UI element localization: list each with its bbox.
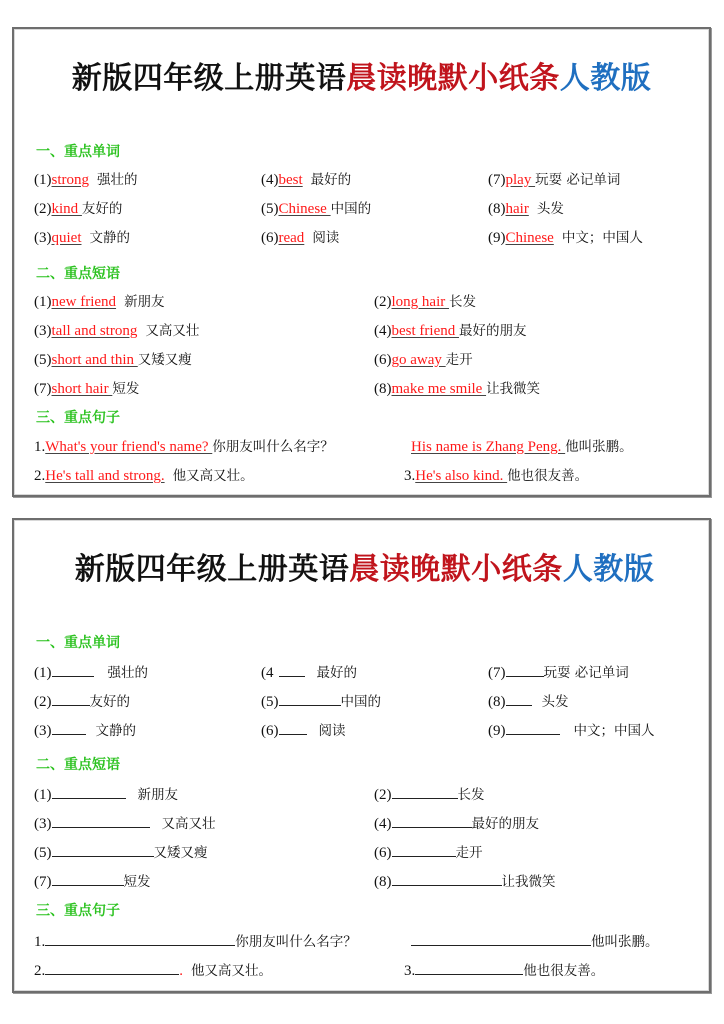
cn-text: 友好的 xyxy=(89,694,130,710)
answer-blank[interactable] xyxy=(52,813,150,828)
item-num: (5) xyxy=(34,352,52,368)
phrase-item xyxy=(374,293,476,311)
answer-blank[interactable] xyxy=(411,931,591,946)
cn-text: 强壮的 xyxy=(107,665,148,681)
answer-blank[interactable] xyxy=(52,691,90,706)
cn-text: 他又高又壮。 xyxy=(172,468,254,484)
phrase-item xyxy=(374,380,540,398)
section-words-heading: 一、重点单词 xyxy=(36,635,120,651)
cn-text: 最好的 xyxy=(310,172,352,188)
answer-blank[interactable] xyxy=(392,871,502,886)
cn-text: 走开 xyxy=(455,845,483,861)
answer-text: short and thin xyxy=(51,352,138,368)
cn-text: 新朋友 xyxy=(124,294,165,310)
item-num: (5) xyxy=(261,201,279,217)
item-num: (4) xyxy=(261,172,279,188)
item-num: (7) xyxy=(34,874,52,890)
answer-blank[interactable] xyxy=(279,720,307,735)
answer-text: new friend xyxy=(51,294,117,310)
item-num: (1) xyxy=(34,787,52,803)
answer-card xyxy=(12,27,711,497)
item-num: (2) xyxy=(34,694,52,710)
word-blank-item xyxy=(261,691,381,711)
answer-text: long hair xyxy=(391,294,449,310)
answer-blank[interactable] xyxy=(506,691,532,706)
cn-text: 中文；中国人 xyxy=(561,230,643,246)
item-num: 3. xyxy=(404,468,416,484)
red-dot: . xyxy=(179,963,183,979)
cn-text: 又高又壮 xyxy=(161,816,216,832)
item-num: (5) xyxy=(34,845,52,861)
word-blank-item xyxy=(34,691,130,711)
cn-text: 玩耍 必记单词 xyxy=(535,172,621,188)
cn-text: 他叫张鹏。 xyxy=(591,934,659,950)
title-black: 新版四年级上册英语 xyxy=(71,61,347,96)
sentence-blank-item xyxy=(411,931,659,951)
cn-text: 短发 xyxy=(112,381,140,397)
phrase-blank-item xyxy=(374,871,556,891)
phrase-blank-item xyxy=(34,813,216,833)
cn-text: 阅读 xyxy=(312,230,340,246)
cn-text: 短发 xyxy=(123,874,151,890)
item-num: (2) xyxy=(374,787,392,803)
cn-text: 又矮又瘦 xyxy=(137,352,192,368)
answer-blank[interactable] xyxy=(52,871,124,886)
cn-text: 又高又壮 xyxy=(145,323,200,339)
item-num: (4) xyxy=(374,816,392,832)
section-phrases-heading: 二、重点短语 xyxy=(36,757,120,773)
item-num: 1. xyxy=(34,934,46,950)
phrase-blank-item xyxy=(374,813,539,833)
item-num: (8) xyxy=(374,874,392,890)
answer-blank[interactable] xyxy=(506,662,544,677)
phrase-item xyxy=(374,351,473,369)
sentence-item xyxy=(34,438,334,456)
cn-text: 他也很友善。 xyxy=(523,963,605,979)
item-num: (2) xyxy=(34,201,52,217)
cn-text: 你朋友叫什么名字？ xyxy=(212,439,334,455)
answer-text: best xyxy=(278,172,303,188)
word-blank-item xyxy=(488,720,655,740)
word-item xyxy=(34,200,122,218)
sentence-blank-item xyxy=(404,960,604,980)
answer-text: His name is Zhang Peng. xyxy=(411,439,566,455)
cn-text: 他叫张鹏。 xyxy=(565,439,633,455)
word-blank-item xyxy=(34,662,148,682)
answer-blank[interactable] xyxy=(506,720,560,735)
cn-text: 强壮的 xyxy=(97,172,138,188)
word-item xyxy=(261,200,371,218)
answer-blank[interactable] xyxy=(392,842,456,857)
cn-text: 头发 xyxy=(536,201,564,217)
cn-text: 文静的 xyxy=(95,723,136,739)
cn-text: 中国的 xyxy=(330,201,372,217)
title-blue: 人教版 xyxy=(562,552,655,587)
item-num: (3) xyxy=(34,723,52,739)
phrase-item xyxy=(34,293,165,311)
item-num: (1) xyxy=(34,172,52,188)
item-num: (3) xyxy=(34,323,52,339)
answer-text: best friend xyxy=(391,323,459,339)
phrase-blank-item xyxy=(374,784,485,804)
card-title xyxy=(20,544,709,588)
cn-text: 新朋友 xyxy=(137,787,178,803)
item-num: (7) xyxy=(488,172,506,188)
answer-text: He's tall and strong. xyxy=(45,468,165,484)
answer-blank[interactable] xyxy=(45,931,235,946)
item-num: (1) xyxy=(34,294,52,310)
item-num: (6) xyxy=(261,230,279,246)
answer-text: tall and strong xyxy=(51,323,138,339)
item-num: (3) xyxy=(34,816,52,832)
word-blank-item xyxy=(488,691,569,711)
answer-blank[interactable] xyxy=(52,720,86,735)
answer-blank[interactable] xyxy=(415,960,523,975)
cn-text: 你朋友叫什么名字？ xyxy=(235,934,357,950)
answer-text: He's also kind. xyxy=(415,468,508,484)
item-num: 2. xyxy=(34,963,46,979)
section-words-heading: 一、重点单词 xyxy=(36,144,120,160)
answer-text: short hair xyxy=(51,381,113,397)
item-num: (4 xyxy=(261,665,274,681)
answer-blank[interactable] xyxy=(279,691,341,706)
item-num: (2) xyxy=(374,294,392,310)
answer-text: hair xyxy=(505,201,529,217)
title-black: 新版四年级上册英语 xyxy=(74,552,350,587)
answer-blank[interactable] xyxy=(52,784,126,799)
phrase-item xyxy=(34,351,192,369)
cn-text: 头发 xyxy=(541,694,569,710)
cn-text: 走开 xyxy=(445,352,473,368)
phrase-item xyxy=(374,322,526,340)
item-num: (3) xyxy=(34,230,52,246)
answer-text: go away xyxy=(391,352,446,368)
item-num: (8) xyxy=(488,694,506,710)
cn-text: 中国的 xyxy=(340,694,381,710)
answer-text: What's your friend's name? xyxy=(45,439,213,455)
word-blank-item xyxy=(261,720,346,740)
word-blank-item xyxy=(261,662,357,682)
word-item xyxy=(261,171,351,189)
item-num: (6) xyxy=(261,723,279,739)
cn-text: 阅读 xyxy=(318,723,346,739)
cn-text: 中文；中国人 xyxy=(573,723,655,739)
item-num: 1. xyxy=(34,439,46,455)
word-item xyxy=(34,171,138,189)
answer-text: kind xyxy=(51,201,82,217)
sentence-blank-item xyxy=(34,931,357,951)
cn-text: 长发 xyxy=(449,294,476,310)
cn-text: 友好的 xyxy=(81,201,123,217)
phrase-item xyxy=(34,380,139,398)
word-item xyxy=(488,171,620,189)
section-sentences-heading: 三、重点句子 xyxy=(36,903,120,919)
phrase-blank-item xyxy=(374,842,483,862)
item-num: (1) xyxy=(34,665,52,681)
item-num: (7) xyxy=(488,665,506,681)
item-num: 3. xyxy=(404,963,416,979)
phrase-item xyxy=(34,322,199,340)
answer-blank[interactable] xyxy=(52,842,154,857)
cn-text: 最好的朋友 xyxy=(458,323,527,339)
word-item xyxy=(488,229,643,247)
card-title xyxy=(14,53,709,97)
answer-blank[interactable] xyxy=(52,662,94,677)
answer-text: play xyxy=(505,172,536,188)
answer-text: make me smile xyxy=(391,381,487,397)
section-phrases-heading: 二、重点短语 xyxy=(36,266,120,282)
cn-text: 玩耍 必记单词 xyxy=(543,665,629,681)
item-num: (8) xyxy=(374,381,392,397)
cn-text: 让我微笑 xyxy=(486,381,541,397)
cn-text: 又矮又瘦 xyxy=(153,845,208,861)
phrase-blank-item xyxy=(34,871,151,891)
sentence-item xyxy=(404,467,588,485)
cn-text: 文静的 xyxy=(89,230,130,246)
phrase-blank-item xyxy=(34,842,208,862)
word-blank-item xyxy=(34,720,136,740)
answer-text: strong xyxy=(51,172,89,188)
cn-text: 他也很友善。 xyxy=(507,468,589,484)
item-num: (7) xyxy=(34,381,52,397)
item-num: 2. xyxy=(34,468,46,484)
item-num: (8) xyxy=(488,201,506,217)
word-item xyxy=(34,229,130,247)
answer-blank[interactable] xyxy=(392,784,458,799)
answer-blank[interactable] xyxy=(279,662,305,677)
item-num: (6) xyxy=(374,352,392,368)
word-item xyxy=(488,200,564,218)
word-item xyxy=(261,229,339,247)
item-num: (6) xyxy=(374,845,392,861)
item-num: (5) xyxy=(261,694,279,710)
sentence-item xyxy=(34,467,254,485)
title-red: 晨读晚默小纸条 xyxy=(349,552,563,587)
sentence-item xyxy=(411,438,633,456)
word-blank-item xyxy=(488,662,629,682)
sentence-blank-item xyxy=(34,960,272,980)
cn-text: 最好的 xyxy=(316,665,357,681)
answer-text: Chinese xyxy=(278,201,331,217)
title-red: 晨读晚默小纸条 xyxy=(346,61,560,96)
cn-text: 长发 xyxy=(457,787,485,803)
phrase-blank-item xyxy=(34,784,178,804)
item-num: (9) xyxy=(488,723,506,739)
cn-text: 最好的朋友 xyxy=(471,816,539,832)
cn-text: 他又高又壮。 xyxy=(191,963,272,979)
answer-text: read xyxy=(278,230,305,246)
answer-text: Chinese xyxy=(505,230,554,246)
answer-text: quiet xyxy=(51,230,82,246)
item-num: (9) xyxy=(488,230,506,246)
title-blue: 人教版 xyxy=(559,61,652,96)
answer-blank[interactable] xyxy=(45,960,179,975)
cn-text: 让我微笑 xyxy=(501,874,556,890)
blank-card xyxy=(12,518,711,993)
item-num: (4) xyxy=(374,323,392,339)
section-sentences-heading: 三、重点句子 xyxy=(36,410,120,426)
answer-blank[interactable] xyxy=(392,813,472,828)
